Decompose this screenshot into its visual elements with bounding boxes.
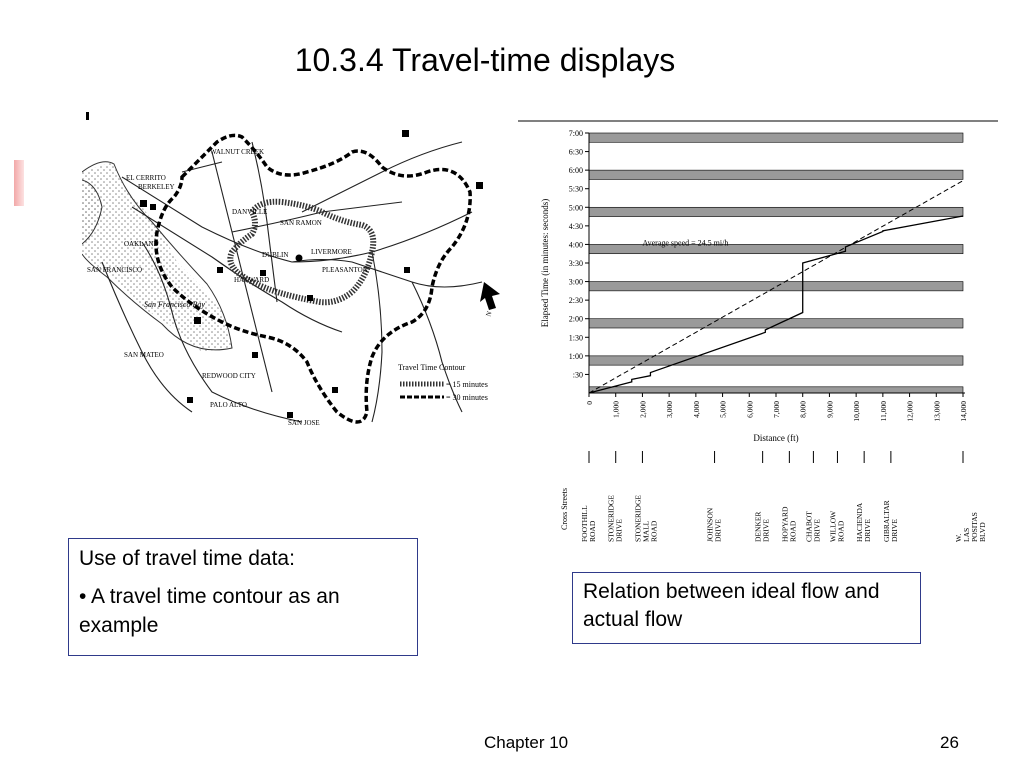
y-tick-label: 3:00: [568, 277, 583, 287]
y-tick-label: 2:00: [568, 314, 583, 324]
cross-street-label: LAS: [962, 527, 971, 542]
x-tick-label: 14,000: [959, 401, 968, 422]
cross-street-label: CHABOT: [804, 511, 814, 542]
y-tick-label: :30: [572, 370, 583, 380]
cross-street-label: MALL: [641, 520, 651, 542]
place-label: DANVILLE: [232, 208, 268, 216]
x-tick-label: 7,000: [772, 401, 781, 418]
north-arrow-icon: [480, 282, 500, 310]
x-tick-label: 3,000: [665, 401, 675, 418]
x-tick-label: 6,000: [745, 401, 755, 418]
place-label: LIVERMORE: [311, 248, 352, 256]
cross-street-label: DRIVE: [761, 519, 771, 542]
place-label: PALO ALTO: [210, 401, 247, 409]
cross-street-label: ROAD: [788, 520, 798, 542]
red-signal-band: [589, 170, 963, 179]
legend-15: = 15 minutes: [446, 380, 488, 389]
place-label: REDWOOD CITY: [202, 372, 256, 380]
travel-time-use-box: [68, 538, 418, 656]
place-label: SAN RAMON: [280, 219, 322, 227]
north-label: N: [484, 310, 494, 318]
place-label: HAYWARD: [234, 276, 270, 284]
box-text: Relation between ideal flow and actual flow: [583, 580, 880, 632]
town-markers: [140, 130, 483, 418]
cross-street-label: WILLOW: [828, 510, 838, 542]
place-label: PLEASANTON: [322, 266, 368, 274]
y-tick-label: 2:30: [568, 296, 583, 306]
red-signal-band: [589, 319, 963, 328]
x-tick-label: 11,000: [878, 401, 888, 422]
y-tick-label: 7:00: [568, 129, 583, 138]
decorative-bar: [14, 160, 24, 206]
cross-street-label: DENKER: [753, 511, 763, 542]
cross-street-label: DRIVE: [889, 519, 899, 542]
x-tick-label: 8,000: [798, 401, 808, 418]
x-tick-label: 10,000: [852, 401, 862, 422]
place-label: OAKLAND: [124, 240, 159, 248]
x-axis-label: Distance (ft): [753, 433, 799, 443]
cross-street-label: DRIVE: [863, 519, 873, 542]
cross-street-label: ROAD: [649, 520, 659, 542]
x-tick-label: 0: [585, 401, 594, 405]
cross-street-label: FOOTHILL: [580, 505, 589, 542]
y-axis-label: Elapsed Time (in minutes: seconds): [540, 198, 550, 328]
y-tick-label: 3:30: [568, 259, 583, 268]
cross-street-label: HOPYARD: [780, 506, 790, 542]
place-label: EL CERRITO: [126, 174, 166, 182]
cross-street-label: DRIVE: [614, 519, 624, 542]
travel-time-contour-map: [82, 112, 510, 434]
x-tick-label: 2,000: [638, 401, 648, 418]
footer-chapter: Chapter 10: [484, 733, 569, 752]
y-tick-label: 6:30: [568, 147, 583, 157]
place-label: SAN MATEO: [124, 351, 164, 359]
red-signal-band: [589, 282, 963, 291]
cross-street-label: JOHNSON: [705, 507, 715, 542]
cross-street-label: STONERIDGE: [633, 495, 643, 542]
cross-street-label: BLVD: [978, 522, 987, 542]
x-tick-label: 1,000: [611, 401, 621, 418]
cross-street-label: GIBRALTAR: [881, 500, 891, 542]
y-tick-label: 6:00: [568, 166, 583, 176]
y-tick-label: 5:30: [568, 184, 583, 194]
red-signal-band: [589, 207, 963, 216]
bay-label: San Francisco Bay: [144, 300, 205, 309]
y-tick-label: 4:30: [568, 221, 583, 231]
map-legend: [398, 363, 488, 402]
place-label: BERKELEY: [138, 183, 175, 191]
slide-title: 10.3.4 Travel-time displays: [294, 42, 676, 78]
x-tick-label: 5,000: [718, 401, 728, 418]
cross-street-label: HACIENDA: [855, 502, 865, 542]
cross-streets-label: Cross Streets: [560, 488, 569, 530]
y-tick-label: 5:00: [568, 203, 583, 213]
place-label: DUBLIN: [262, 251, 289, 259]
elapsed-time-chart: [518, 112, 1000, 554]
box-bullet: • A travel time contour as an example: [79, 585, 340, 637]
cross-street-label: ROAD: [588, 520, 597, 542]
legend-30: = 30 minutes: [446, 393, 488, 402]
x-tick-label: 4,000: [691, 401, 701, 418]
red-signal-band: [589, 133, 963, 142]
red-signal-band: [589, 387, 963, 393]
cross-street-label: DRIVE: [812, 519, 822, 542]
red-signal-band: [589, 356, 963, 365]
cross-street-label: STONERIDGE: [606, 495, 616, 542]
place-label: WALNUT CREEK: [210, 148, 265, 156]
x-tick-label: 13,000: [932, 401, 942, 422]
y-tick-label: 4:00: [568, 240, 583, 250]
legend-title: Travel Time Contour: [398, 363, 466, 372]
cross-street-label: DRIVE: [713, 519, 723, 542]
y-tick-label: 1:00: [568, 351, 583, 361]
flow-relation-box: [572, 572, 921, 644]
cross-street-label: W.: [954, 533, 963, 542]
cross-street-label: ROAD: [836, 520, 846, 542]
place-label: SAN FRANCISCO: [87, 266, 143, 274]
average-speed-annotation: Average speed = 24.5 mi/h: [642, 238, 729, 248]
place-label: SAN JOSE: [288, 419, 320, 427]
y-tick-label: 1:30: [568, 333, 583, 343]
cross-street-label: POSITAS: [970, 512, 979, 542]
x-tick-label: 12,000: [905, 401, 915, 422]
x-tick-label: 9,000: [825, 401, 835, 418]
page-number: 26: [940, 733, 959, 752]
box-heading: Use of travel time data:: [79, 547, 295, 570]
